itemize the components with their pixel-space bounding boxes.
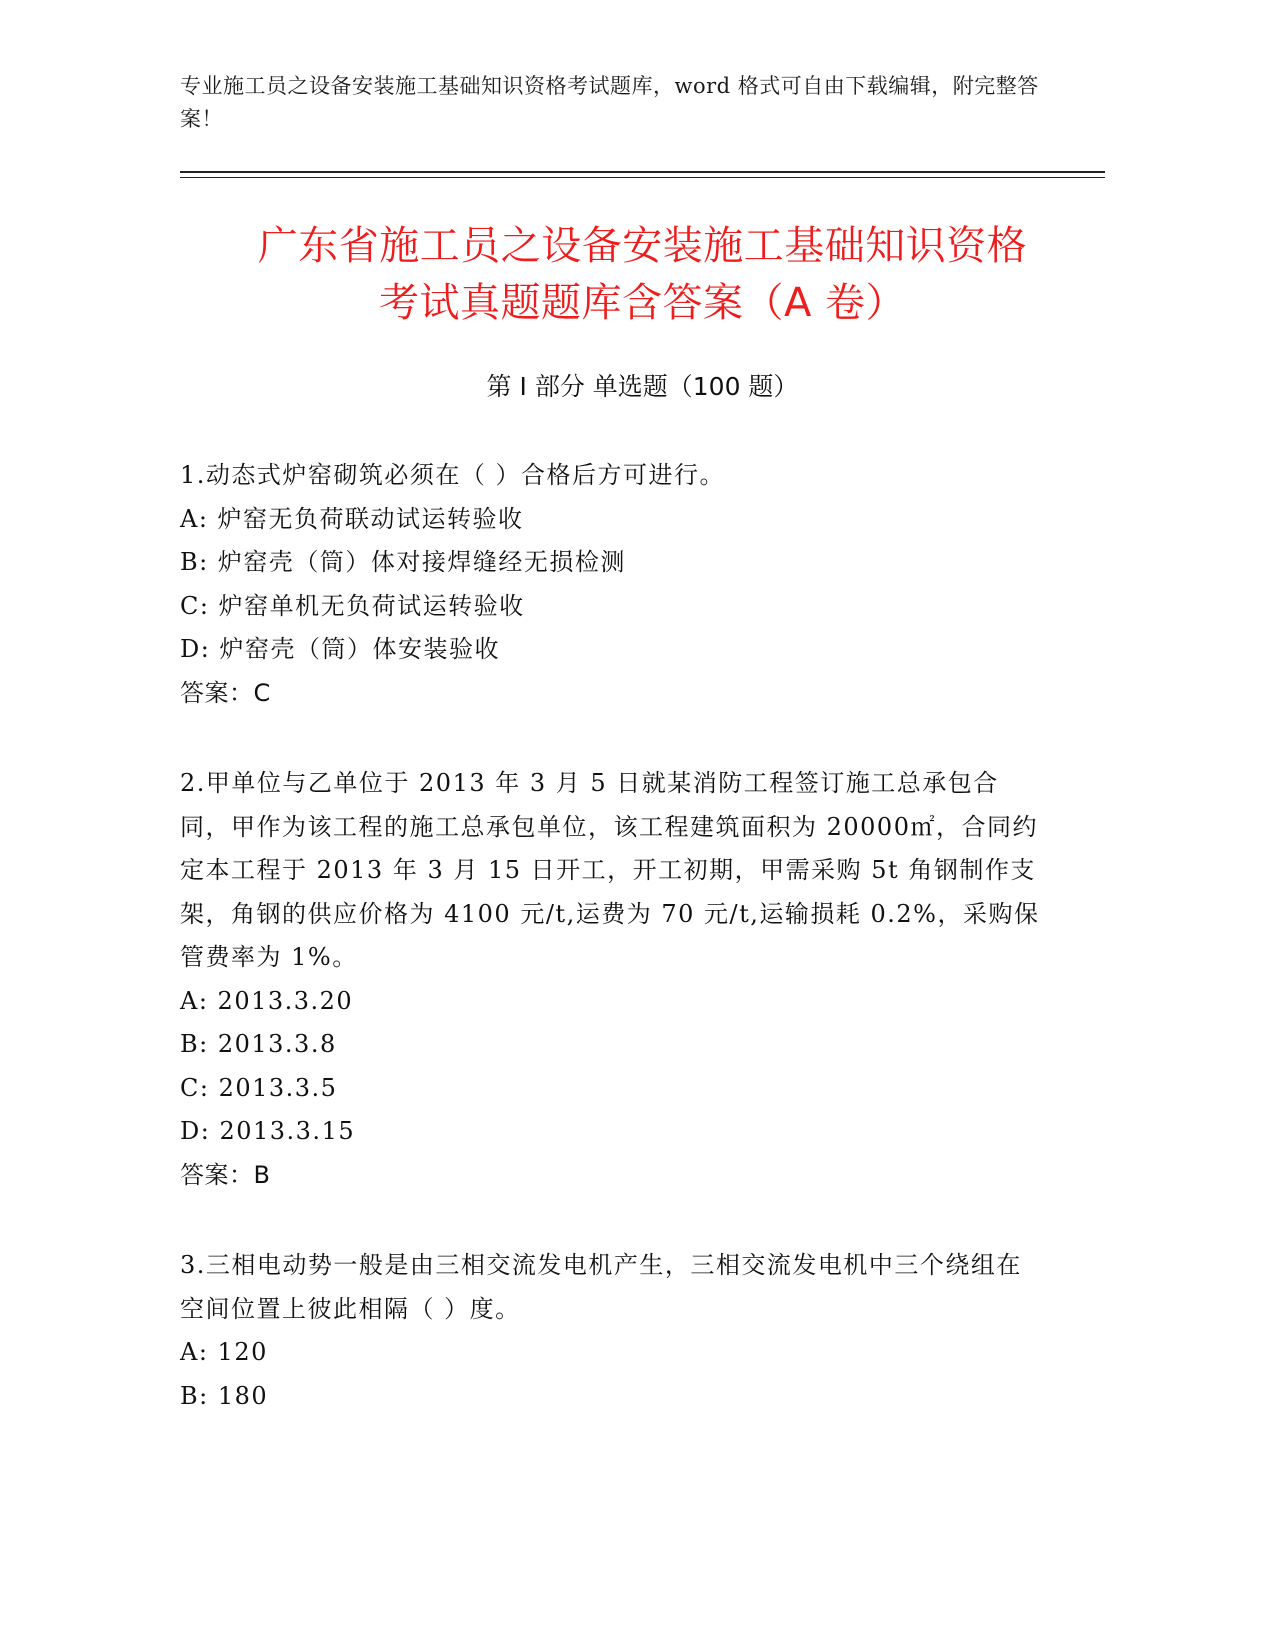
header-note: 专业施工员之设备安装施工基础知识资格考试题库，word 格式可自由下载编辑，附完整答案！ [180,74,1039,131]
option-b: B: 2013.3.8 [180,1030,337,1058]
option-a: A: 2013.3.20 [180,986,354,1015]
question-stem: 2.甲单位与乙单位于 2013 年 3 月 5 日就某消防工程签订施工总承包合同，甲作为该工程的施工总承包单位，该工程建筑面积为 20000㎡，合同约定本工程于 2013 年 3 月 15 日开工，开工初期，甲需采购 5t 角钢制作支架，角钢的供应价格为 4100 元/t,运费为 70 元/t,运输损耗 0.2%，采购保管费率为 1%。 [180,769,1040,971]
document-title-line-2: 考试真题题库含答案（A 卷） [378,280,907,326]
option-c: C: 炉窑单机无负荷试运转验收 [180,591,525,620]
option-a: A: 炉窑无负荷联动试运转验收 [180,504,524,533]
question-1 [180,454,1040,715]
question-list [180,454,1040,1465]
option-c: C: 2013.3.5 [180,1073,338,1102]
option-a: A: 120 [180,1338,268,1366]
answer: 答案：C [180,678,271,707]
header-divider-thick [180,171,1105,173]
document-title-line-1: 广东省施工员之设备安装施工基础知识资格 [257,223,1028,269]
option-b: B: 180 [180,1381,269,1410]
header-divider-thin [180,177,1105,178]
question-stem: 3.三相电动势一般是由三相交流发电机产生，三相交流发电机中三个绕组在空间位置上彼此相隔（ ）度。 [180,1251,1022,1323]
question-2 [180,762,1040,1197]
option-d: D: 2013.3.15 [180,1117,356,1145]
answer: 答案：B [180,1160,271,1189]
option-b: B: 炉窑壳（筒）体对接焊缝经无损检测 [180,548,626,576]
section-title: 第 I 部分 单选题（100 题） [486,372,799,401]
question-3 [180,1244,1040,1418]
document-title [180,218,1105,332]
question-stem: 1.动态式炉窑砌筑必须在（ ）合格后方可进行。 [180,461,726,489]
option-d: D: 炉窑壳（筒）体安装验收 [180,635,500,663]
